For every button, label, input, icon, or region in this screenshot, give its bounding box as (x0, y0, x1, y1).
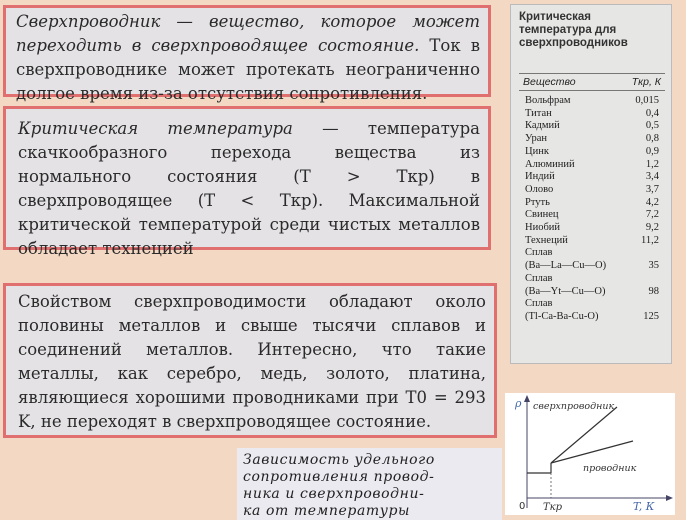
substance-name: (Tl-Ca-Ba-Cu-O) (525, 310, 599, 322)
table-row (519, 95, 665, 108)
tkr-value: 7,2 (645, 209, 659, 221)
col-substance: Вещество (523, 76, 576, 88)
table-row (519, 222, 665, 235)
tkr-value: 0,015 (635, 95, 659, 106)
resistivity-graph (505, 393, 675, 515)
y-axis-label: ρ (515, 397, 522, 410)
substance-name: Уран (525, 133, 548, 145)
table-row (519, 146, 665, 159)
substance-name: Ртуть (525, 196, 550, 208)
table-body (519, 91, 665, 324)
tkr-value: 0,4 (645, 107, 659, 119)
substance-name: Титан (525, 107, 552, 119)
table-row (519, 247, 665, 260)
caption-line: ника и сверхпроводни- (243, 486, 425, 502)
substance-name: Цинк (525, 145, 549, 157)
tkr-value: 0,8 (645, 133, 659, 145)
tkr-value: 125 (643, 310, 659, 322)
table-row (519, 298, 665, 311)
substance-name: Технеций (525, 234, 568, 246)
table-row (519, 133, 665, 146)
table-header (519, 73, 665, 91)
substance-name: Вольфрам (525, 95, 571, 106)
definition-critical-temperature (3, 106, 491, 258)
superconductivity-paragraph (3, 283, 497, 438)
substance-name: Ниобий (525, 222, 561, 234)
label-conductor: проводник (583, 463, 637, 474)
table-row (519, 273, 665, 286)
substance-name: Алюминий (525, 158, 575, 170)
tkr-value: 3,4 (645, 171, 659, 183)
caption-line: Зависимость удельного (243, 452, 435, 468)
crit-italic: Критическая температура (18, 119, 293, 138)
tkr-value: 35 (648, 260, 659, 272)
substance-name: Свинец (525, 209, 559, 221)
crit-text: — температура скачкообразного перехода вещества из нормального состояния (T > Tкр) в сверхпроводящее (T < Tкр). Максимальной критической температурой среди чистых металлов обладает технецией (18, 119, 480, 258)
definition-superconductor (3, 5, 491, 103)
tkr-value: 0,5 (645, 120, 659, 132)
caption-line: сопротивления провод- (243, 469, 435, 485)
paragraph-text: Свойством сверхпроводимости обладают около половины металлов и свыше тысячи сплавов и соединений металлов. Интересно, что такие металлы, как серебро, медь, золото, платина, являющиеся хорошими проводниками при T0 = 293 K, не переходят в сверхпроводящее состояние. (18, 292, 486, 431)
caption-line: ка от температуры (243, 503, 411, 519)
table-title: Критическая температура для сверхпроводников (519, 11, 628, 49)
table-row (519, 184, 665, 197)
tkr-value: 9,2 (645, 222, 659, 234)
substance-name: Индий (525, 171, 555, 183)
tkr-value: 11,2 (641, 234, 659, 246)
def-text: Ток в сверхпроводнике может протекать неограниченно долгое время из-за отсутствия сопротивления. (16, 36, 480, 103)
table-row (519, 171, 665, 184)
substance-name: Кадмий (525, 120, 560, 132)
x-axis-label: T, К (633, 500, 655, 513)
tkr-value: 1,2 (645, 158, 659, 170)
substance-name: Сплав (525, 298, 553, 310)
tkr-value: 4,2 (645, 196, 659, 208)
substance-name: Сплав (525, 272, 553, 284)
table-row (519, 311, 665, 324)
tkr-value: 0,9 (645, 145, 659, 157)
y-axis-arrow (524, 395, 530, 402)
table-row (519, 260, 665, 273)
origin-label: 0 (519, 501, 526, 512)
table-row (519, 197, 665, 210)
substance-name: Сплав (525, 247, 553, 259)
table-row (519, 159, 665, 172)
substance-name: (Ba—La—Cu—O) (525, 260, 607, 272)
table-row (519, 235, 665, 248)
graph-svg (505, 393, 675, 515)
tkr-label: Tкр (543, 502, 563, 513)
table-row (519, 286, 665, 299)
label-superconductor: сверхпроводник (533, 401, 615, 412)
critical-temperature-table (510, 4, 672, 364)
tkr-value: 98 (648, 285, 659, 297)
def-italic: Сверхпроводник — вещество, которое может переходить в сверхпроводящее состояние. (16, 12, 480, 55)
col-tkr: Tкр, К (631, 76, 661, 88)
tkr-value: 3,7 (645, 183, 659, 195)
table-row (519, 209, 665, 222)
x-axis-arrow (666, 495, 673, 501)
table-row (519, 120, 665, 133)
graph-caption (237, 448, 502, 520)
substance-name: (Ba—Yt—Cu—O) (525, 285, 606, 297)
substance-name: Олово (525, 183, 554, 195)
table-row (519, 108, 665, 121)
